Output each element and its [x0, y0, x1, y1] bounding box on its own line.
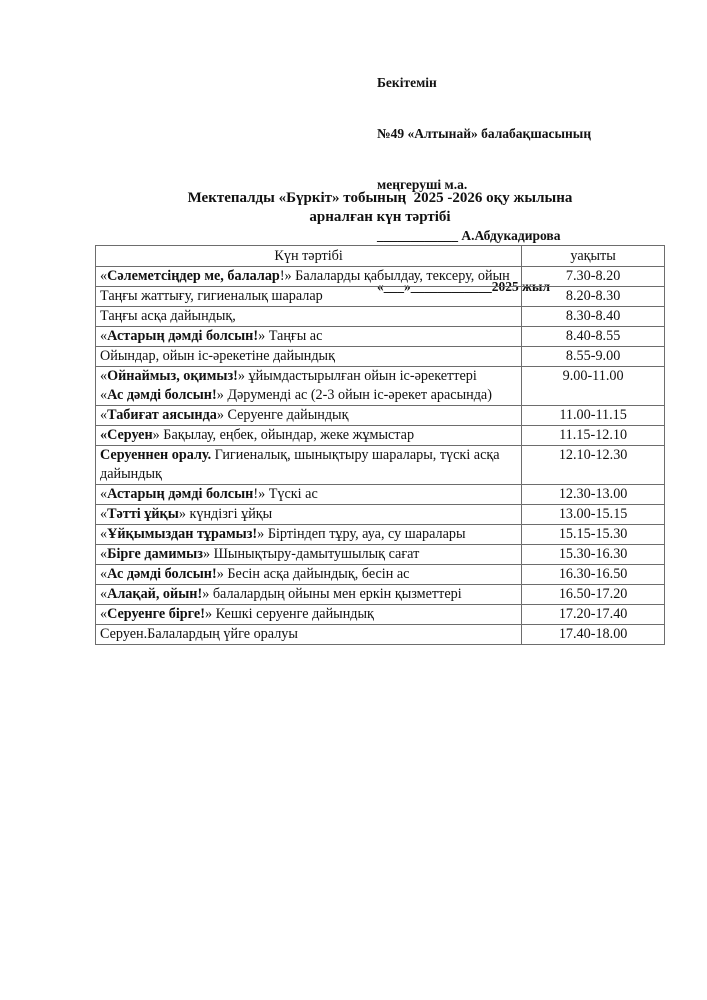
table-row: [96, 505, 665, 525]
time-cell: 8.30-8.40: [522, 307, 665, 327]
time-cell: 15.15-15.30: [522, 525, 665, 545]
table-row: [96, 327, 665, 347]
table-row: [96, 347, 665, 367]
activity-cell: [96, 565, 522, 585]
time-cell: 8.55-9.00: [522, 347, 665, 367]
table-row: [96, 307, 665, 327]
activity-name: Ас дәмді болсын!: [107, 566, 217, 582]
table-row: [96, 585, 665, 605]
activity-name: Бірге дамимыз: [107, 546, 203, 562]
activity-name: Ойнаймыз, оқимыз!: [107, 368, 238, 384]
activity-cell: [96, 505, 522, 525]
title-line-1: Мектепалды «Бүркіт» тобының 2025 -2026 оқу жылына: [187, 190, 573, 206]
activity-quote: «: [100, 407, 108, 423]
activity-description: !» Түскі ас: [253, 486, 318, 502]
table-header-row: [96, 246, 665, 267]
activity-description: Таңғы жаттығу, гигиеналық шаралар: [100, 288, 323, 304]
activity-name: Астарың дәмді болсын!: [107, 328, 259, 344]
activity-cell: [96, 485, 522, 505]
header-activity: Күн тәртібі: [96, 246, 522, 267]
activity-name: Астарың дәмді болсын: [107, 486, 254, 502]
activity-cell: [96, 406, 522, 426]
activity-name: Серуенге бірге!: [107, 606, 205, 622]
activity-cell: [96, 347, 522, 367]
activity-description: » Бақылау, еңбек, ойындар, жеке жұмыстар: [152, 427, 415, 443]
activity-quote: «: [100, 486, 108, 502]
activity-description: » ұйымдастырылған ойын іс-әрекеттері: [237, 368, 477, 384]
activity-quote: «: [100, 368, 108, 384]
time-cell: 13.00-15.15: [522, 505, 665, 525]
activity-quote: «: [100, 606, 108, 622]
table-row: [96, 485, 665, 505]
document-title: [95, 189, 665, 227]
activity-name: «Серуен: [100, 427, 153, 443]
time-cell: 16.50-17.20: [522, 585, 665, 605]
activity-cell: [96, 545, 522, 565]
activity-quote: «: [100, 566, 108, 582]
table-row: [96, 426, 665, 446]
title-line-2: арналған күн тәртібі: [309, 209, 451, 225]
activity-description: !» Балаларды қабылдау, тексеру, ойын: [279, 268, 510, 284]
time-cell: 15.30-16.30: [522, 545, 665, 565]
activity-description: Таңғы асқа дайындық,: [100, 308, 236, 324]
schedule-table: [95, 245, 665, 645]
activity-name: Сәлеметсіңдер ме, балалар: [107, 268, 280, 284]
activity-name: Ұйқымыздан тұрамыз!: [107, 526, 258, 542]
activity-description: » Біртіндеп тұру, ауа, су шаралары: [257, 526, 466, 542]
activity-description: » Шынықтыру-дамытушылық сағат: [202, 546, 420, 562]
activity-name: Ас дәмді болсын!: [107, 387, 217, 403]
activity-description: » Бесін асқа дайындық, бесін ас: [216, 566, 410, 582]
activity-description: Гигиеналық, шынықтыру шаралары, түскі асқа дайындық: [100, 447, 500, 482]
approval-line-date: «___»____________2025 жыл: [377, 279, 551, 294]
approval-line-kindergarten: №49 «Алтынай» балабақшасының: [377, 126, 592, 141]
activity-description: Серуен.Балалардың үйге оралуы: [100, 626, 298, 642]
activity-description: » Серуенге дайындық: [216, 407, 349, 423]
time-cell: 8.20-8.30: [522, 287, 665, 307]
table-row: [96, 446, 665, 485]
activity-quote: «: [100, 526, 108, 542]
time-cell: 7.30-8.20: [522, 267, 665, 287]
activity-name: Серуеннен оралу.: [100, 447, 212, 463]
approval-line-approve: Бекітемін: [377, 75, 437, 90]
activity-name: Табиғат аясында: [107, 407, 217, 423]
activity-cell: [96, 327, 522, 347]
activity-cell: [96, 525, 522, 545]
activity-cell: [96, 367, 522, 406]
activity-cell: [96, 307, 522, 327]
activity-name: Алақай, ойын!: [107, 586, 203, 602]
table-row: [96, 625, 665, 645]
table-row: [96, 565, 665, 585]
activity-cell: [96, 287, 522, 307]
activity-cell: [96, 426, 522, 446]
table-row: [96, 406, 665, 426]
activity-quote: «: [100, 387, 108, 403]
table-row: [96, 267, 665, 287]
table-row: [96, 367, 665, 406]
approval-line-signature: ____________ А.Абдукадирова: [377, 228, 561, 243]
activity-description: » күндізгі ұйқы: [178, 506, 273, 522]
time-cell: 8.40-8.55: [522, 327, 665, 347]
table-row: [96, 287, 665, 307]
approval-line-position: меңгеруші м.а.: [377, 177, 468, 192]
activity-quote: «: [100, 268, 108, 284]
activity-description: » Кешкі серуенге дайындық: [204, 606, 374, 622]
activity-quote: «: [100, 506, 108, 522]
time-cell: 12.30-13.00: [522, 485, 665, 505]
table-row: [96, 525, 665, 545]
activity-quote: «: [100, 586, 108, 602]
activity-description: » Дәрумендi ас (2-3 ойын іс-әрекет арасында): [216, 387, 492, 403]
time-cell: 12.10-12.30: [522, 446, 665, 485]
activity-description: Ойындар, ойын іс-әрекетіне дайындық: [100, 348, 335, 364]
table-row: [96, 545, 665, 565]
activity-cell: [96, 267, 522, 287]
activity-cell: [96, 585, 522, 605]
activity-cell: [96, 605, 522, 625]
time-cell: 9.00-11.00: [522, 367, 665, 406]
activity-quote: «: [100, 328, 108, 344]
schedule-body: [96, 267, 665, 645]
activity-name: Тәтті ұйқы: [107, 506, 179, 522]
activity-description: » Таңғы ас: [258, 328, 323, 344]
activity-description: » балалардың ойыны мен еркін қызметтері: [202, 586, 462, 602]
header-time: уақыты: [522, 246, 665, 267]
time-cell: 17.40-18.00: [522, 625, 665, 645]
activity-quote: «: [100, 546, 108, 562]
activity-cell: [96, 446, 522, 485]
time-cell: 17.20-17.40: [522, 605, 665, 625]
time-cell: 11.00-11.15: [522, 406, 665, 426]
time-cell: 11.15-12.10: [522, 426, 665, 446]
time-cell: 16.30-16.50: [522, 565, 665, 585]
activity-cell: [96, 625, 522, 645]
table-row: [96, 605, 665, 625]
